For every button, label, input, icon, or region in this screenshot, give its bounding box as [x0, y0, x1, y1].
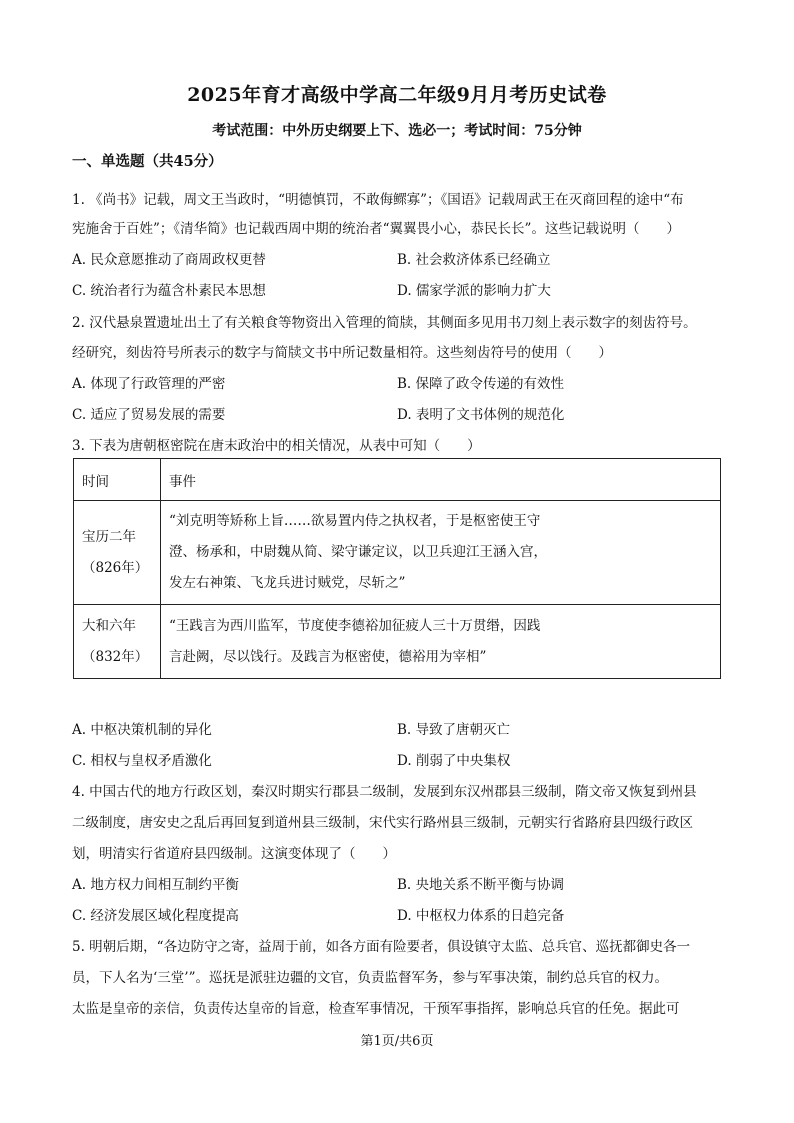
q1-stem-line1: 1. 《尚书》记载，周文王当政时，“明德慎罚，不敢侮鳏寡”；《国语》记载周武王在灭商回程的途中“布: [72, 192, 684, 208]
event-line: “刘克明等矫称上旨……欲易置内侍之执权者，于是枢密使王守: [169, 513, 541, 529]
q3-option-a: A. 中枢决策机制的异化: [72, 722, 212, 738]
q4-option-a: A. 地方权力间相互制约平衡: [72, 877, 239, 893]
q5-stem-line1: 5. 明朝后期，“各边防守之寄，益周于前，如各方面有险要者，俱设镇守太监、总兵官、巡抚都御史各一: [72, 939, 691, 955]
q1-option-d: D. 儒家学派的影响力扩大: [397, 283, 551, 299]
table-header-event: 事件: [161, 459, 721, 501]
q3-option-d: D. 削弱了中央集权: [397, 753, 511, 769]
table-row: [74, 501, 721, 605]
q2-option-b: B. 保障了政令传递的有效性: [397, 376, 565, 392]
q3-stem-line1: 3. 下表为唐朝枢密院在唐末政治中的相关情况，从表中可知（ ）: [72, 438, 481, 454]
event-line: “王践言为西川监军，节度使李德裕加征疲人三十万贯缗，因践: [169, 617, 541, 634]
table-cell-event: [161, 605, 721, 679]
q2-stem-line2: 经研究，刻齿符号所表示的数字与简牍文书中所记数量相符。这些刻齿符号的使用（ ）: [72, 345, 612, 361]
q3-option-b: B. 导致了唐朝灭亡: [397, 722, 511, 738]
time-line: （832年）: [82, 648, 149, 665]
event-line: 言赴阙，尽以饯行。及践言为枢密使，德裕用为宰相”: [169, 648, 487, 665]
time-line: （826年）: [82, 559, 149, 576]
table-cell-event: [161, 501, 721, 605]
table-cell-time: [74, 605, 161, 679]
table-cell-time: [74, 501, 161, 605]
q1-option-a: A. 民众意愿推动了商周政权更替: [72, 252, 266, 268]
q3-option-c: C. 相权与皇权矛盾激化: [72, 753, 212, 769]
exam-subtitle: 考试范围：中外历史纲要上下、选必一；考试时间：75分钟: [212, 123, 582, 139]
q2-stem-line1: 2. 汉代悬泉置遗址出土了有关粮食等物资出入管理的简牍，其侧面多见用书刀刻上表示数字的刻齿符号。: [72, 315, 697, 331]
q1-option-c: C. 统治者行为蕴含朴素民本思想: [72, 283, 266, 299]
time-line: 大和六年: [82, 617, 136, 634]
table-row: [74, 605, 721, 679]
q2-option-a: A. 体现了行政管理的严密: [72, 376, 226, 392]
q4-option-b: B. 央地关系不断平衡与协调: [397, 877, 565, 893]
q4-stem-line1: 4. 中国古代的地方行政区划，秦汉时期实行郡县二级制，发展到东汉州郡县三级制，隋文帝又恢复到州县: [72, 784, 697, 800]
q4-stem-line3: 划，明清实行省道府县四级制。这演变体现了（ ）: [72, 846, 396, 862]
q5-stem-line2: 员，下人名为‘三堂’”。巡抚是派驻边疆的文官，负责监督军务，参与军事决策，制约总兵官的权力。: [72, 970, 668, 986]
event-line: 发左右神策、飞龙兵进讨贼党，尽斩之”: [169, 575, 406, 591]
exam-title: 2025年育才高级中学高二年级9月月考历史试卷: [187, 84, 607, 106]
section-heading: 一、单选题（共45分）: [72, 153, 223, 170]
q4-option-c: C. 经济发展区域化程度提高: [72, 908, 239, 924]
q1-stem-line2: 宪施舍于百姓”；《清华简》也记载西周中期的统治者“翼翼畏小心，恭民长长”。这些记载说明（ ）: [72, 221, 680, 237]
q4-option-d: D. 中枢权力体系的日趋完备: [397, 908, 565, 924]
q2-option-c: C. 适应了贸易发展的需要: [72, 407, 226, 423]
q5-stem-line3: 太监是皇帝的亲信，负责传达皇帝的旨意，检查军事情况，干预军事指挥，影响总兵官的任免。据此可: [72, 1001, 680, 1017]
time-line: 宝历二年: [82, 528, 136, 545]
page-number: 第1页/共6页: [360, 1034, 434, 1049]
table-header-row: [74, 459, 721, 501]
event-line: 澄、杨承和，中尉魏从简、梁守谦定议，以卫兵迎江王涵入宫，: [169, 544, 547, 560]
table-header-time: 时间: [74, 459, 161, 501]
q3-table: [73, 458, 721, 679]
q1-option-b: B. 社会救济体系已经确立: [397, 252, 551, 268]
q4-stem-line2: 二级制度，唐安史之乱后再回复到道州县三级制，宋代实行路州县三级制，元朝实行省路府县四级行政区: [72, 815, 693, 831]
q2-option-d: D. 表明了文书体例的规范化: [397, 407, 565, 423]
